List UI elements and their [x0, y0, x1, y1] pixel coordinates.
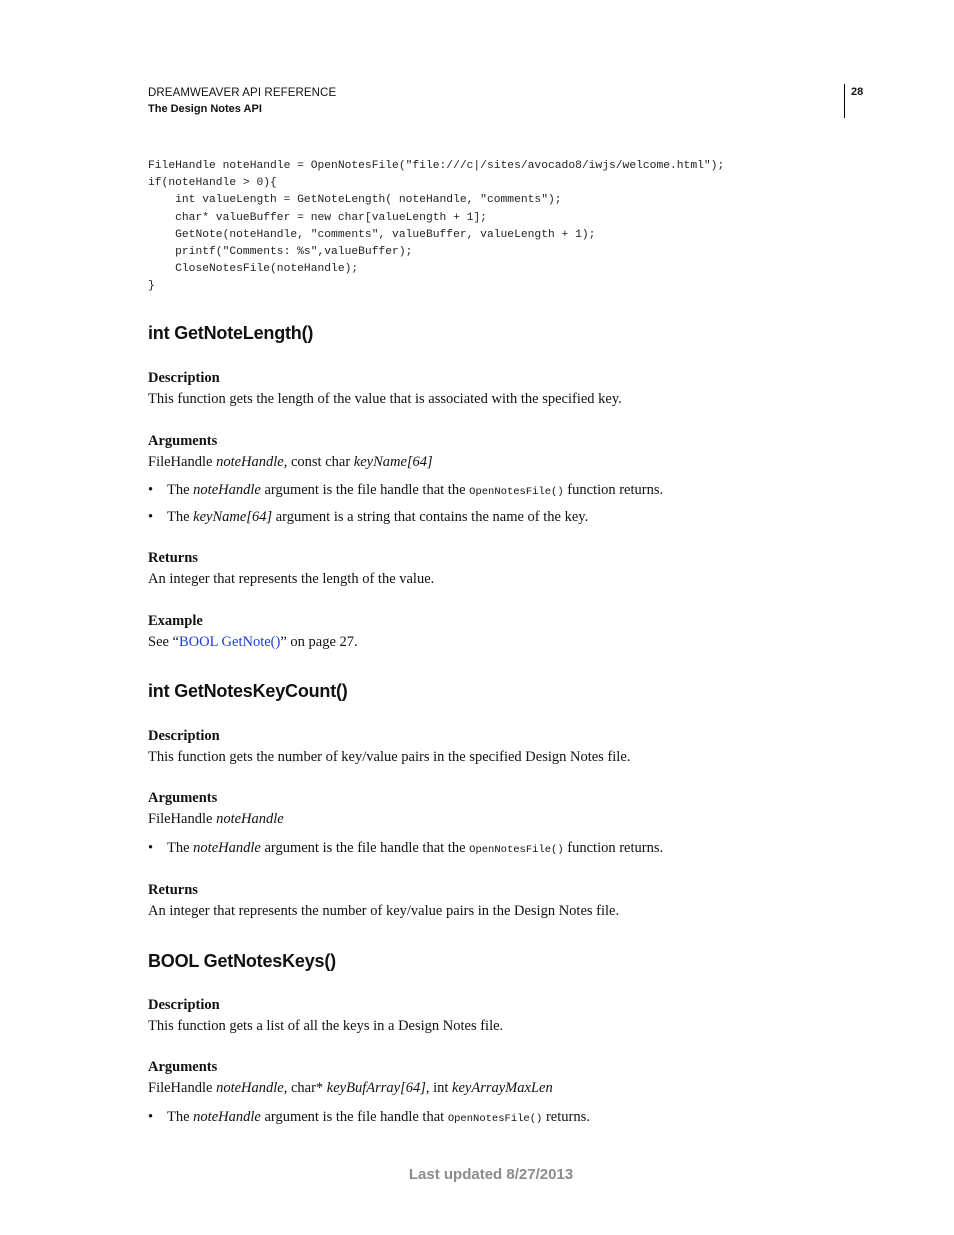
bullet-text: function returns. [563, 840, 664, 856]
arg-name: noteHandle [193, 840, 261, 856]
code-block: FileHandle noteHandle = OpenNotesFile("file:///c|/sites/avocado8/iwjs/welcome.html"); if(noteHandle > 0){ int valueLength = GetNoteLength( noteHandle, "comments"); char* valueBuffer = new char[valueLength + 1]; GetNote(noteHandle, "comments", valueBuffer, valueLength + 1); printf("Comments: %s",valueBuffer); CloseNotesFile(noteHandle); } [148, 160, 725, 293]
arg-name: noteHandle [216, 1080, 284, 1096]
arguments-signature [148, 811, 284, 828]
arg-type: FileHandle [148, 811, 217, 827]
header-divider [844, 84, 845, 118]
returns-text: An integer that represents the length of the value. [148, 571, 435, 587]
inline-code: OpenNotesFile() [447, 1113, 543, 1125]
arg-type: FileHandle [148, 1080, 217, 1096]
document-title: DREAMWEAVER API REFERENCE [148, 87, 337, 99]
bullet-icon: • [148, 1109, 154, 1125]
description-text: This function gets the number of key/value pairs in the specified Design Notes file. [148, 749, 631, 765]
function-heading-getnoteskeycount: int GetNotesKeyCount() [148, 681, 348, 701]
list-item [148, 482, 663, 499]
arg-name: keyName[64] [193, 509, 273, 525]
returns-heading: Returns [148, 882, 198, 898]
example-heading: Example [148, 613, 203, 629]
function-heading-getnoteskeys: BOOL GetNotesKeys() [148, 951, 336, 971]
bullet-text: argument is the file handle that the [260, 840, 470, 856]
description-heading: Description [148, 728, 220, 744]
arg-name: keyBufArray[64] [326, 1080, 426, 1096]
page-number: 28 [851, 86, 864, 98]
arg-name: noteHandle [216, 811, 284, 827]
bullet-text: returns. [542, 1109, 590, 1125]
last-updated-footer: Last updated 8/27/2013 [408, 1166, 574, 1183]
arg-name: noteHandle [193, 1109, 261, 1125]
arguments-heading: Arguments [148, 790, 218, 806]
cross-reference-link[interactable]: BOOL GetNote() [179, 634, 281, 650]
returns-heading: Returns [148, 550, 198, 566]
list-item [148, 509, 588, 526]
inline-code: OpenNotesFile() [469, 844, 564, 856]
arguments-signature [148, 1080, 553, 1097]
bullet-text: The [167, 482, 194, 498]
function-heading-getnotelength: int GetNoteLength() [148, 323, 314, 343]
arg-name: noteHandle [216, 454, 284, 470]
bullet-icon: • [148, 482, 154, 498]
bullet-text: function returns. [563, 482, 664, 498]
arg-type: FileHandle [148, 454, 217, 470]
arg-type: , const char [283, 454, 354, 470]
arguments-heading: Arguments [148, 433, 218, 449]
bullet-text: argument is the file handle that the [260, 482, 470, 498]
bullet-icon: • [148, 509, 154, 525]
arguments-heading: Arguments [148, 1059, 218, 1075]
arg-name: keyArrayMaxLen [452, 1080, 553, 1096]
arg-name: keyName[64] [353, 454, 433, 470]
bullet-text: argument is a string that contains the name of the key. [272, 509, 589, 525]
arg-type: , char* [283, 1080, 327, 1096]
bullet-text: The [167, 1109, 194, 1125]
list-item [148, 840, 663, 857]
bullet-text: argument is the file handle that [260, 1109, 448, 1125]
returns-text: An integer that represents the number of key/value pairs in the Design Notes file. [148, 903, 620, 919]
bullet-text: The [167, 840, 194, 856]
list-item [148, 1109, 590, 1126]
description-heading: Description [148, 997, 220, 1013]
description-heading: Description [148, 370, 220, 386]
arg-type: , int [425, 1080, 453, 1096]
description-text: This function gets a list of all the keys in a Design Notes file. [148, 1018, 504, 1034]
bullet-text: The [167, 509, 194, 525]
bullet-icon: • [148, 840, 154, 856]
arguments-signature [148, 454, 433, 471]
section-title: The Design Notes API [148, 103, 262, 115]
description-text: This function gets the length of the value that is associated with the specified key. [148, 391, 622, 407]
example-post: ” on page 27. [280, 634, 358, 650]
example-text [148, 634, 358, 651]
example-pre: See “ [148, 634, 179, 650]
inline-code: OpenNotesFile() [469, 486, 564, 498]
arg-name: noteHandle [193, 482, 261, 498]
